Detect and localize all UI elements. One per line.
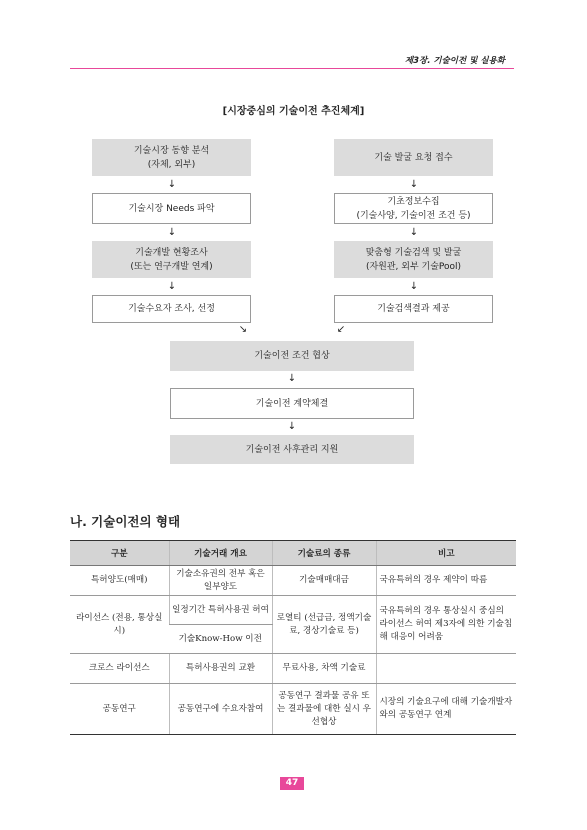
flow-box-line: 기술이전 조건 협상 [254,351,330,361]
table-row [70,654,516,684]
flow-box-line: (기술사양, 기술이전 조건 등) [356,210,471,221]
flow-box-request [334,139,493,176]
arrow-merge-left-icon: ↘ [238,324,248,335]
flow-box-market-analysis [92,139,251,176]
table-cell: 국유특허의 경우 제약이 따름 [376,566,516,596]
arrow-down-icon: ↓ [409,227,419,238]
table-cell: 라이선스 (전용, 통상실시) [70,596,169,654]
table-cell: 로열티 (선급금, 정액기술료, 경상기술료 등) [272,596,376,654]
table-cell: 시장의 기술요구에 대해 기술개발자와의 공동연구 연계 [376,684,516,735]
arrow-down-icon: ↓ [287,373,297,384]
column-header: 기술료의 종류 [272,541,376,566]
flow-box-demand-survey [92,295,251,323]
header-divider [70,68,514,69]
flow-box-basic-info [334,193,493,224]
table-cell: 기술매매대금 [272,566,376,596]
flow-box-tech-search [334,241,493,278]
table-cell [376,654,516,684]
diagram-title: [시장중심의 기술이전 추진체계] [222,106,365,117]
column-header: 기술거래 개요 [169,541,272,566]
flow-box-line: 기술수요자 조사, 선정 [128,304,215,314]
table-cell: 국유특허의 경우 통상실시 중심의 라이선스 허여 제3자에 의한 기술침해 대응이 어려움 [376,596,516,654]
table-row [70,566,516,596]
column-header: 구분 [70,541,169,566]
flow-box-line: (자체, 외부) [147,159,196,170]
arrow-merge-right-icon: ↙ [336,324,346,335]
table-cell: 기술Know-How 이전 [169,625,272,654]
section-heading: 나. 기술이전의 형태 [70,514,181,529]
arrow-down-icon: ↓ [409,281,419,292]
arrow-down-icon: ↓ [167,281,177,292]
table-cell: 무료사용, 차액 기술료 [272,654,376,684]
chapter-header: 제3장. 기술이전 및 실용화 [404,56,505,66]
flow-box-rd-status [92,241,251,278]
flow-box-aftercare [170,435,414,464]
page-number: 47 [280,777,304,790]
flow-box-line: 기술 발굴 요청 접수 [374,152,453,163]
table-cell: 공동연구 결과물 공유 또는 결과물에 대한 실시 우선협상 [272,684,376,735]
flow-box-line: (자원관, 외부 기술Pool) [365,261,462,272]
column-header: 비고 [376,541,516,566]
table-cell: 특허양도(매매) [70,566,169,596]
table-cell: 공동연구 [70,684,169,735]
flow-box-line: (또는 연구개발 연계) [130,261,213,272]
table-row [70,596,516,625]
flow-box-line: 맞춤형 기술검색 및 발굴 [365,247,462,258]
flow-box-line: 기술시장 Needs 파악 [128,203,215,214]
flow-box-line: 기술시장 동향 분석 [133,145,210,156]
flow-box-line: 기술검색결과 제공 [377,304,450,314]
table-row [70,684,516,735]
table-cell: 공동연구에 수요자참여 [169,684,272,735]
flow-box-contract [170,388,414,419]
arrow-down-icon: ↓ [167,227,177,238]
flow-box-line: 기술이전 사후관리 지원 [245,444,339,455]
arrow-down-icon: ↓ [287,421,297,432]
flow-box-line: 기술개발 현황조사 [135,247,208,258]
table-cell: 기술소유권의 전부 혹은 일부양도 [169,566,272,596]
tech-transfer-forms-table [70,540,516,735]
flow-box-negotiation [170,341,414,371]
table-cell: 크로스 라이선스 [70,654,169,684]
arrow-down-icon: ↓ [409,179,419,190]
table-cell: 특허사용권의 교환 [169,654,272,684]
table-header-row [70,541,516,566]
flow-box-line: 기술이전 계약체결 [255,398,329,409]
arrow-down-icon: ↓ [167,179,177,190]
flow-box-needs [92,193,251,224]
flow-box-line: 기초정보수집 [387,196,440,207]
table-cell: 일정기간 특허사용권 허여 [169,596,272,625]
flow-box-search-result [334,295,493,323]
